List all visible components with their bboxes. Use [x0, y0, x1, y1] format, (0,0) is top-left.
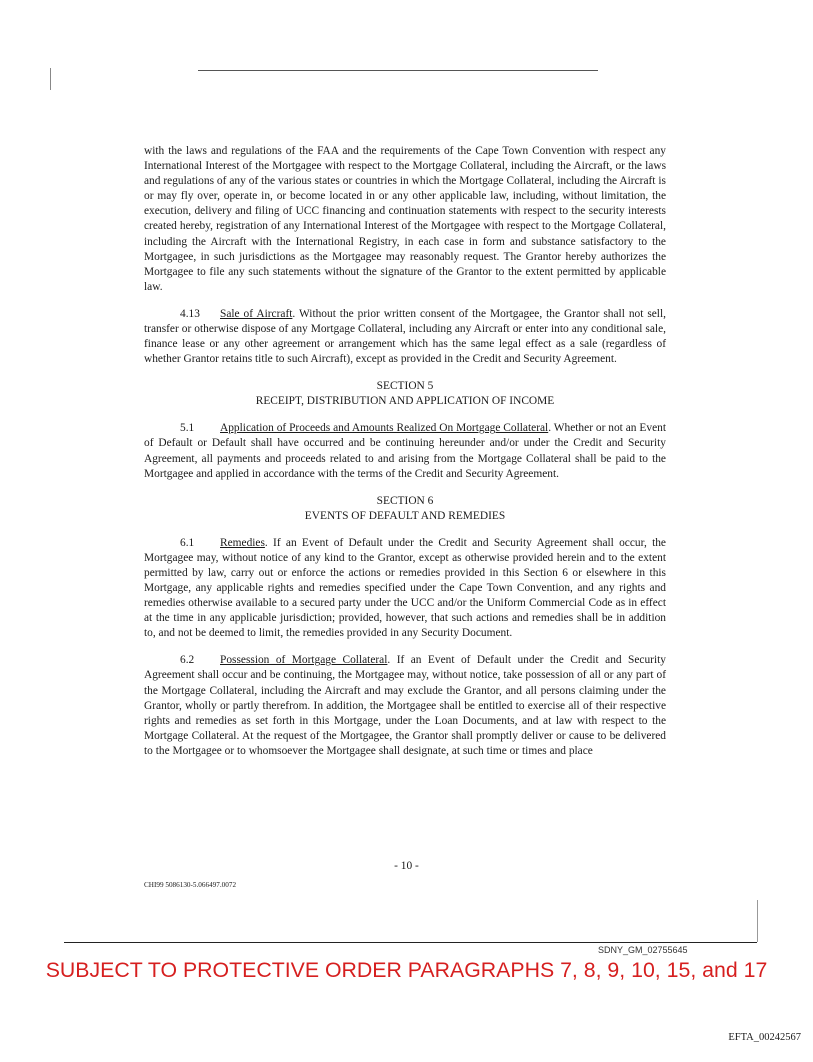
paragraph-number: 4.13: [180, 307, 200, 320]
section-number: SECTION 5: [376, 380, 434, 393]
top-rule: [198, 70, 598, 71]
paragraph-text: . If an Event of Default under the Credit and Security Agreement shall occur, the Mortgagee may, without notice of any kind to the Grantor, except as otherwise provided herein and to the extent permitted by law, carry out or enforce the actions or remedies provided in this Section 6 or elsewhere in this Mortgage, any applicable rights and remedies specified under the Cape Town Convention, and any rights and remedies otherwise available to a secured party under the UCC and/or the Uniform Commercial Code as in effect at the time in any applicable jurisdiction; provided, however, that such actions and remedies shall be in addition to, and not be deemed to limit, the remedies provided in any Security Document.: [144, 536, 666, 640]
paragraph-4-13: [144, 307, 666, 367]
paragraph-6-2: [144, 653, 666, 759]
paragraph-heading: Remedies: [220, 536, 265, 549]
section-title: EVENTS OF DEFAULT AND REMEDIES: [304, 509, 506, 522]
paragraph-heading: Application of Proceeds and Amounts Realized On Mortgage Collateral: [220, 422, 549, 435]
protective-order-notice: SUBJECT TO PROTECTIVE ORDER PARAGRAPHS 7, 8, 9, 10, 15, and 17: [45, 958, 768, 982]
section-5-heading: [144, 379, 666, 409]
page-number: - 10 -: [394, 860, 419, 872]
paragraph-heading: Possession of Mortgage Collateral: [220, 654, 388, 667]
paragraph-heading: Sale of Aircraft: [220, 307, 293, 320]
section-number: SECTION 6: [376, 494, 434, 507]
margin-mark: [50, 68, 51, 90]
paragraph-number: 6.1: [180, 536, 195, 549]
bottom-rule: [64, 942, 757, 943]
section-title: RECEIPT, DISTRIBUTION AND APPLICATION OF INCOME: [255, 395, 555, 408]
intro-paragraph: with the laws and regulations of the FAA and the requirements of the Cape Town Convention with respect any International Interest of the Mortgagee with respect to the Mortgage Collateral, including the Aircraft, or the laws and regulations of any of the various states or countries in which the Mortgage Collateral, including the Aircraft is or may fly over, operate in, or become located in or any other applicable law, including, without limitation, the execution, delivery and filing of UCC financing and continuation statements with respect to the security interests created hereby, registration of any International Interest of the Mortgagee with respect to the Mortgage Collateral, including the Aircraft with the International Registry, in each case in form and substance satisfactory to the Mortgagee, in such jurisdictions as the Mortgagee may reasonably request. The Grantor hereby authorizes the Mortgagee to file any such statements without the signature of the Grantor to the extent permitted by applicable law.: [144, 145, 666, 293]
paragraph-number: 6.2: [180, 654, 195, 667]
margin-mark-right: [757, 900, 758, 942]
paragraph-6-1: [144, 536, 666, 642]
paragraph-text: . Without the prior written consent of the Mortgagee, the Grantor shall not sell, transfer or otherwise dispose of any Mortgage Collateral, including any Aircraft or enter into any conditional sale, finance lease or any other agreement or arrangement which has the same legal effect as a sale (regardless of whether Grantor retains title to such Aircraft), except as provided in the Credit and Security Agreement.: [144, 307, 666, 366]
paragraph-text: . If an Event of Default under the Credit and Security Agreement shall occur and be continuing, the Mortgagee may, without notice, take possession of all or any part of the Mortgage Collateral, including the Aircraft and may exclude the Grantor, and all persons claiming under the Grantor, wholly or partly therefrom. In addition, the Mortgagee shall be entitled to exercise all of their respective rights and remedies as set forth in this Mortgage, under the Loan Documents, and at law with respect to the Mortgage Collateral. At the request of the Mortgagee, the Grantor shall promptly deliver or cause to be delivered to the Mortgagee or to whomsoever the Mortgagee shall designate, at such time or times and place: [144, 654, 666, 757]
document-id: CHI99 5086130-5.066497.0072: [144, 881, 237, 889]
bates-number: SDNY_GM_02755645: [598, 945, 688, 955]
efta-id: EFTA_00242567: [728, 1032, 801, 1043]
paragraph-number: 5.1: [180, 422, 195, 435]
paragraph-5-1: [144, 421, 666, 481]
paragraph-text: . Whether or not an Event of Default or Default shall have occurred and be continuing hereunder and/or under the Credit and Security Agreement, all payments and proceeds related to and arising from the Mortgage Collateral shall be paid to the Mortgagee and applied in accordance with the terms of the Credit and Security Agreement.: [144, 422, 666, 480]
section-6-heading: [144, 494, 666, 524]
document-body: [144, 144, 666, 771]
